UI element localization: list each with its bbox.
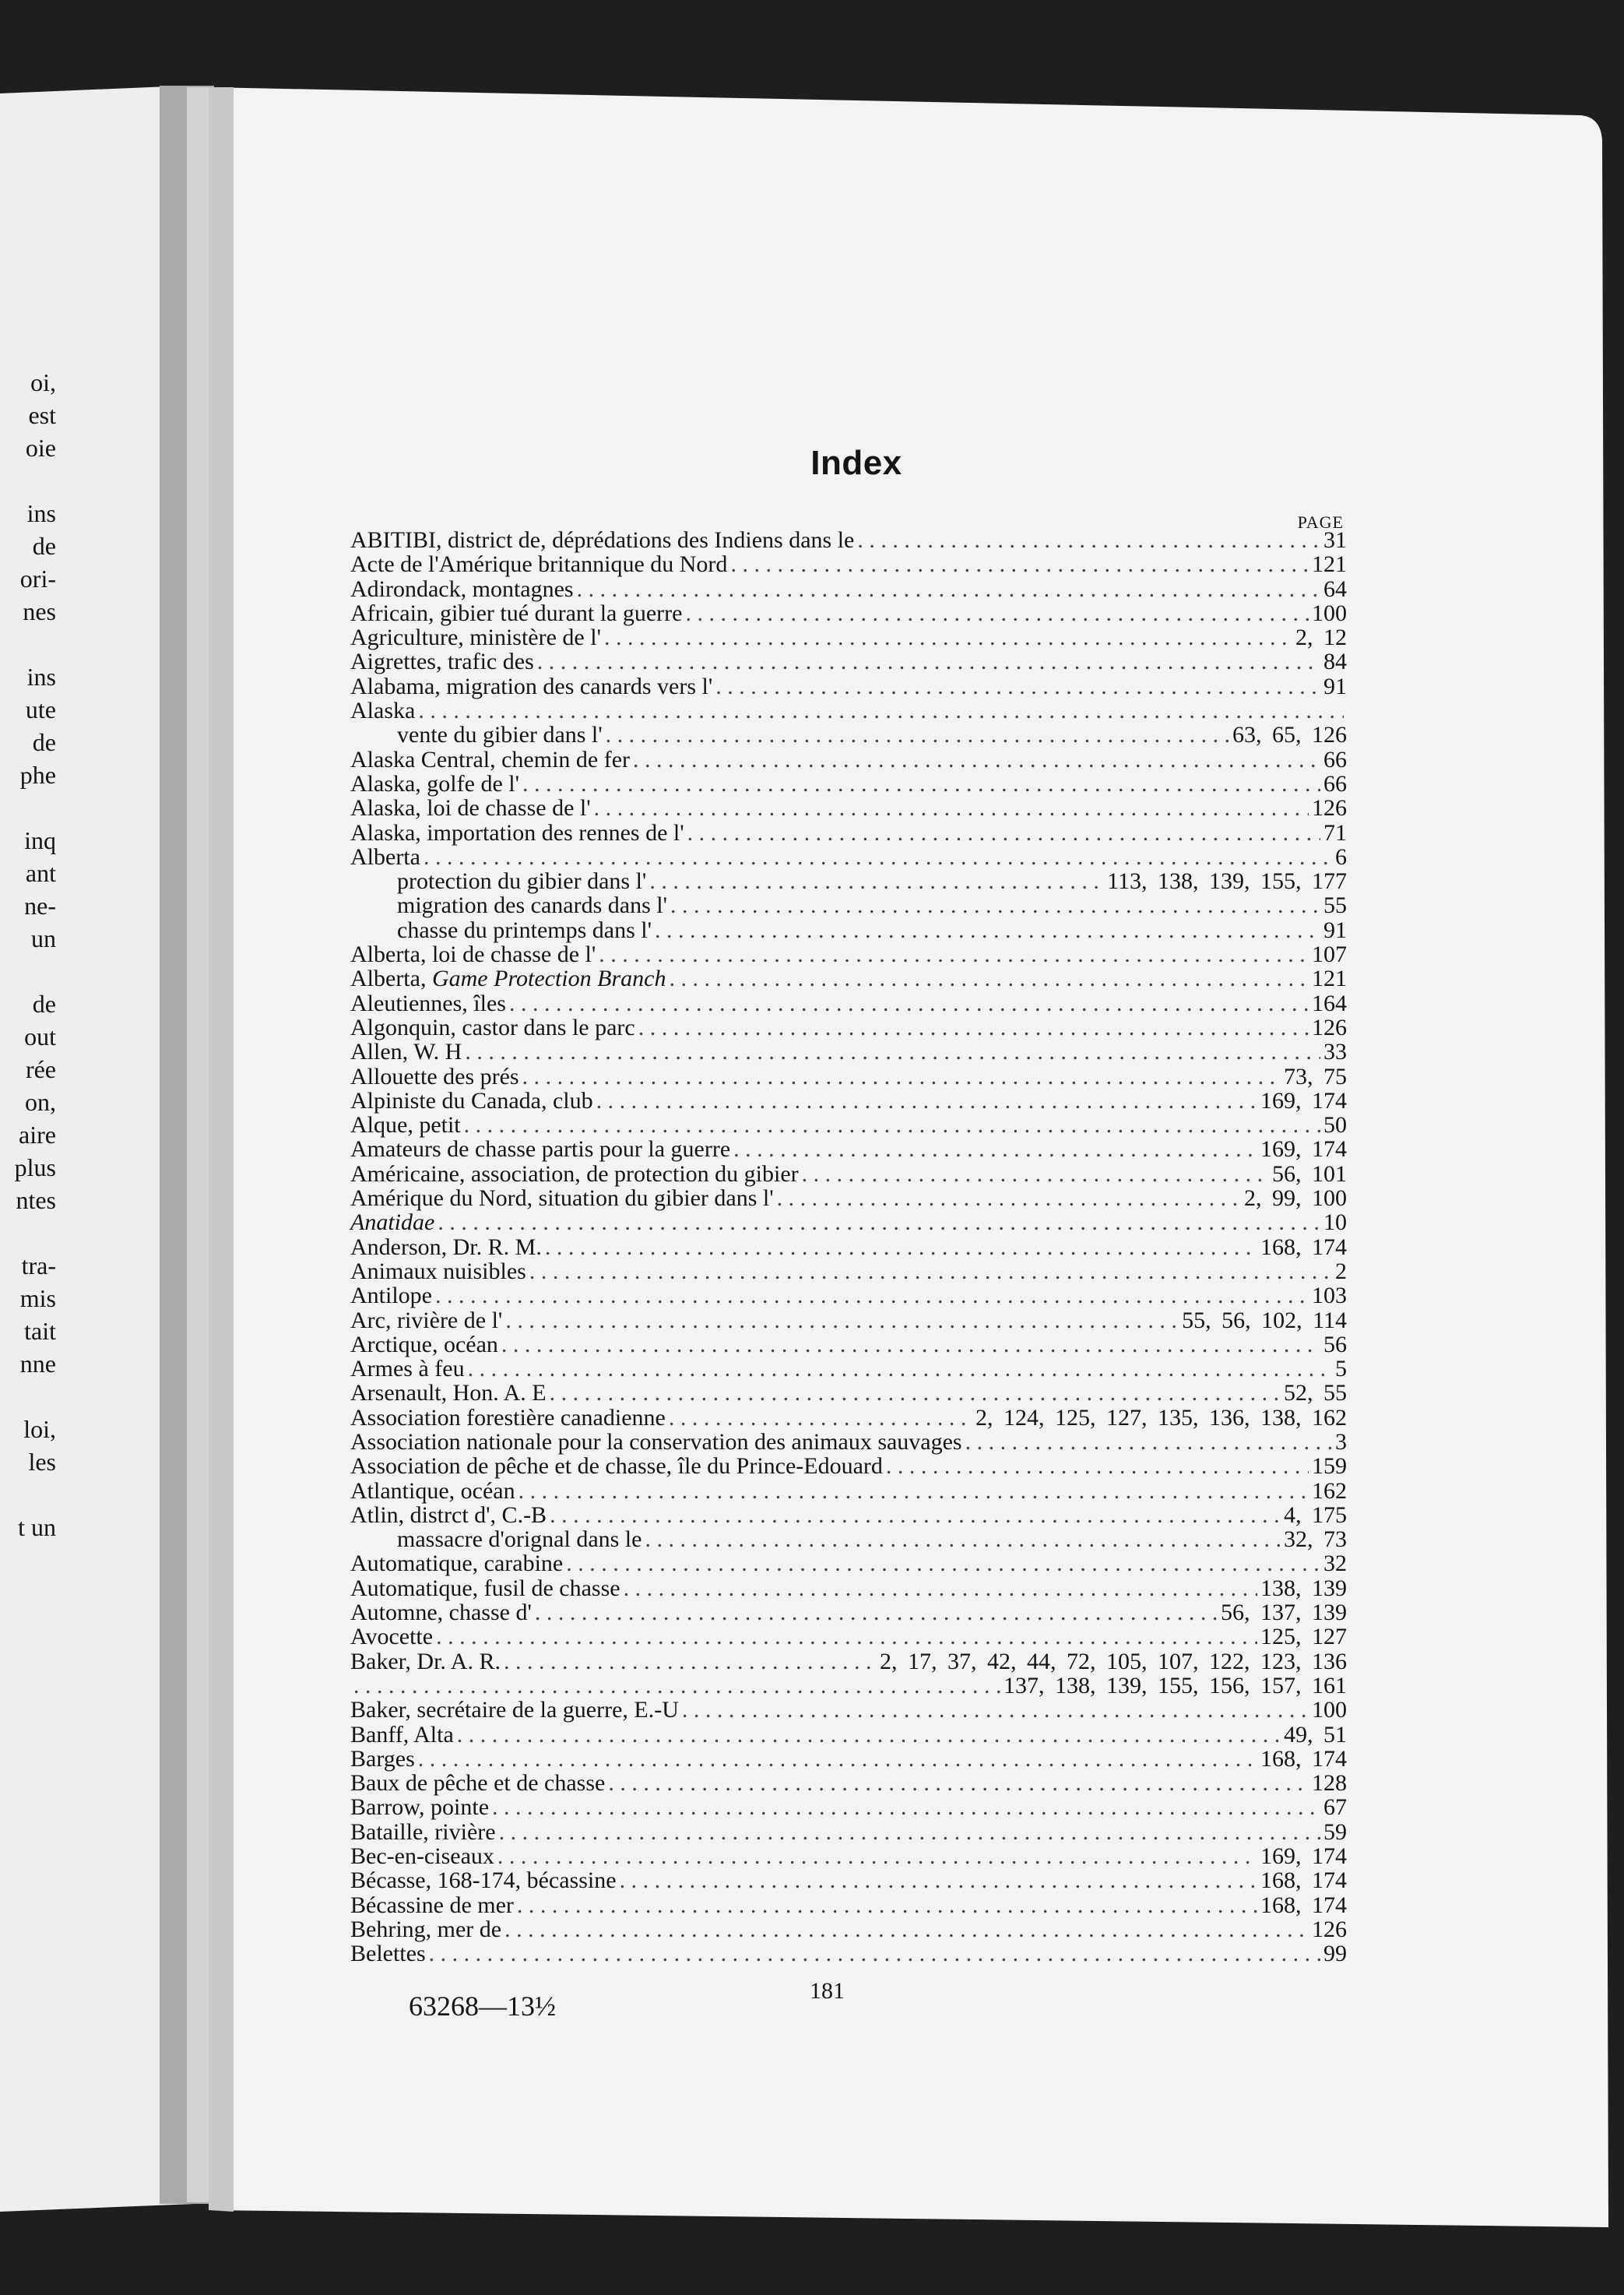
leader-dots	[429, 1941, 1320, 1966]
index-term: Américaine, association, de protection du gibier	[350, 1160, 799, 1187]
index-page-refs: 56	[1323, 1331, 1347, 1357]
index-entry	[350, 528, 1347, 552]
index-entry	[350, 1162, 1347, 1186]
index-term: Banff, Alta	[350, 1721, 454, 1748]
index-term: Amateurs de chasse partis pour la guerre	[350, 1136, 731, 1163]
index-page-refs: 168, 174	[1260, 1745, 1347, 1772]
index-entry	[350, 966, 1347, 991]
index-term: Alberta	[350, 843, 420, 870]
index-term: Bec-en-ciseaux	[350, 1843, 494, 1870]
facing-page-line: ne-	[24, 892, 56, 920]
index-entry	[350, 1332, 1347, 1357]
index-page-refs: 84	[1323, 649, 1347, 675]
leader-dots	[522, 1065, 1281, 1089]
index-term: vente du gibier dans l'	[397, 722, 603, 748]
index-page-refs: 91	[1323, 673, 1347, 699]
index-page-refs: 168, 174	[1260, 1867, 1347, 1894]
index-term: Alaska Central, chemin de fer	[350, 746, 631, 773]
index-term: Alque, petit	[350, 1112, 461, 1139]
index-term: Alaska	[350, 698, 416, 724]
index-term: Behring, mer de	[350, 1916, 502, 1942]
index-entry	[350, 625, 1347, 649]
facing-page-line: plus	[14, 1153, 56, 1181]
index-term: Arctique, océan	[350, 1331, 498, 1357]
facing-page-line: ute	[25, 695, 56, 723]
index-entry	[350, 1454, 1347, 1478]
index-term: protection du gibier dans l'	[397, 868, 647, 895]
leader-dots	[604, 625, 1292, 649]
facing-page-line: ntes	[16, 1186, 56, 1214]
leader-dots	[596, 1089, 1257, 1113]
index-term: Automne, chasse d'	[350, 1600, 532, 1626]
index-term: Alaska, importation des rennes de l'	[350, 819, 684, 846]
index-entry	[350, 1235, 1347, 1259]
leader-dots	[715, 674, 1320, 699]
index-term: Adirondack, montagnes	[350, 576, 574, 602]
index-page-refs: 2	[1335, 1258, 1347, 1284]
index-page-refs: 121	[1312, 551, 1347, 578]
index-page-refs: 169, 174	[1260, 1843, 1347, 1870]
facing-page-line: t un	[18, 1513, 56, 1541]
facing-page-line: ant	[25, 859, 56, 887]
index-page-refs: 137, 138, 139, 155, 156, 157, 161	[1004, 1672, 1347, 1698]
index-page-refs: 107	[1312, 942, 1347, 968]
facing-page-line: nne	[19, 1350, 56, 1378]
index-term: Alpiniste du Canada, club	[350, 1087, 593, 1114]
leader-dots	[517, 1893, 1257, 1917]
leader-dots	[550, 1381, 1281, 1405]
index-entry	[350, 1747, 1347, 1771]
leader-dots	[633, 748, 1320, 772]
index-entry	[350, 1795, 1347, 1819]
index-term: Alaska, loi de chasse de l'	[350, 795, 591, 822]
index-page-refs: 6	[1335, 843, 1347, 870]
facing-page-line: on,	[25, 1088, 56, 1116]
index-entry	[350, 772, 1347, 796]
page-column-header: PAGE	[1297, 512, 1344, 532]
leader-dots	[857, 528, 1320, 552]
index-term: Avocette	[350, 1624, 434, 1650]
index-term: Anderson, Dr. R. M.	[350, 1234, 542, 1260]
index-entry	[350, 1016, 1347, 1040]
leader-dots	[624, 1576, 1257, 1600]
leader-dots	[669, 966, 1309, 991]
index-page-refs: 64	[1323, 576, 1347, 602]
leader-dots	[504, 1917, 1309, 1941]
index-page	[350, 444, 1362, 2064]
facing-page-line: de	[32, 532, 56, 560]
index-page-refs: 32	[1323, 1551, 1347, 1577]
leader-dots	[620, 1868, 1257, 1892]
index-entry	[350, 845, 1347, 869]
facing-page-line: rée	[25, 1055, 56, 1083]
leader-dots	[457, 1723, 1281, 1747]
index-entry	[350, 601, 1347, 625]
leader-dots	[566, 1551, 1320, 1575]
index-entry	[350, 1723, 1347, 1747]
facing-page-line: phe	[19, 761, 56, 789]
index-page-refs: 126	[1312, 795, 1347, 822]
leader-dots	[465, 1040, 1320, 1064]
index-entry	[350, 674, 1347, 699]
index-entry	[350, 1551, 1347, 1575]
index-entry	[350, 1941, 1347, 1966]
index-entry	[350, 1576, 1347, 1600]
index-page-refs: 126	[1312, 1916, 1347, 1942]
leader-dots	[535, 1600, 1218, 1624]
leader-dots	[501, 1332, 1320, 1357]
index-page-refs: 59	[1323, 1818, 1347, 1845]
index-term: Bataille, rivière	[350, 1818, 496, 1845]
index-term: Barges	[350, 1745, 415, 1772]
index-term: Acte de l'Amérique britannique du Nord	[350, 551, 728, 578]
leader-dots	[504, 1649, 877, 1674]
index-term: Bécassine de mer	[350, 1892, 514, 1918]
index-page-refs: 67	[1323, 1794, 1347, 1821]
index-entry	[350, 1283, 1347, 1308]
leader-dots	[509, 991, 1309, 1016]
leader-dots	[497, 1844, 1257, 1868]
index-term: Belettes	[350, 1941, 426, 1967]
leader-dots	[418, 1747, 1257, 1771]
index-page-refs: 169, 174	[1260, 1136, 1347, 1163]
index-page-refs: 159	[1312, 1453, 1347, 1480]
leader-dots	[599, 942, 1309, 966]
index-term: massacre d'orignal dans le	[397, 1526, 642, 1553]
index-page-refs: 2, 124, 125, 127, 135, 136, 138, 162	[975, 1404, 1347, 1431]
index-term: Baker, Dr. A. R.	[350, 1648, 501, 1674]
index-page-refs: 4, 175	[1284, 1501, 1347, 1528]
leader-dots	[649, 869, 1104, 893]
leader-dots	[965, 1430, 1332, 1454]
index-term: Agriculture, ministère de l'	[350, 625, 601, 651]
index-entry	[350, 1186, 1347, 1210]
index-subentry	[350, 918, 1347, 942]
index-term: Armes à feu	[350, 1356, 465, 1382]
index-term: Association forestière canadienne	[350, 1404, 666, 1431]
index-term: Alberta, loi de chasse de l'	[350, 942, 596, 968]
leader-dots	[638, 1016, 1309, 1040]
facing-page-line: oi,	[30, 368, 56, 396]
facing-page-line: de	[32, 990, 56, 1018]
leader-dots	[606, 723, 1229, 747]
leader-dots	[518, 1479, 1309, 1503]
index-page-refs: 164	[1312, 990, 1347, 1016]
facing-page-line: de	[32, 728, 56, 756]
index-page-refs: 56, 137, 139	[1221, 1600, 1347, 1626]
index-page-refs: 5	[1335, 1356, 1347, 1382]
index-page-refs: 99	[1323, 1941, 1347, 1967]
index-term: migration des canards dans l'	[397, 892, 667, 919]
index-entry	[350, 1040, 1347, 1064]
index-page-refs: 100	[1312, 600, 1347, 626]
facing-page-line: inq	[24, 826, 56, 854]
index-page-refs: 2, 99, 100	[1244, 1185, 1347, 1212]
index-page-refs: 2, 12	[1295, 625, 1347, 651]
index-entry	[350, 1893, 1347, 1917]
facing-page-line: les	[28, 1448, 56, 1476]
index-entry	[350, 1308, 1347, 1332]
index-subentry	[350, 893, 1347, 917]
index-term: Africain, gibier tué durant la guerre	[350, 600, 683, 626]
leader-dots	[468, 1357, 1332, 1381]
index-entry	[350, 1089, 1347, 1113]
leader-dots	[802, 1162, 1269, 1186]
index-page-refs: 71	[1323, 819, 1347, 846]
index-page-refs: 52, 55	[1284, 1380, 1347, 1406]
index-entry	[350, 1259, 1347, 1283]
index-page-refs: 66	[1323, 770, 1347, 797]
facing-page-line: mis	[19, 1284, 56, 1312]
facing-page-line: loi,	[23, 1415, 56, 1443]
index-term: Alaska, golfe de l'	[350, 770, 520, 797]
index-entry	[350, 1065, 1347, 1089]
index-page-refs: 168, 174	[1260, 1892, 1347, 1918]
index-entry	[350, 1868, 1347, 1892]
index-page-refs: 2, 17, 37, 42, 44, 72, 105, 107, 122, 123, 136	[880, 1648, 1347, 1674]
leader-dots	[594, 796, 1309, 820]
leader-dots	[777, 1186, 1241, 1210]
index-entry	[350, 821, 1347, 845]
leader-dots	[733, 1137, 1257, 1161]
leader-dots	[438, 1210, 1320, 1234]
index-page-refs: 125, 127	[1260, 1624, 1347, 1650]
leader-dots	[886, 1454, 1309, 1478]
facing-page-line: aire	[19, 1121, 56, 1149]
index-page-refs: 168, 174	[1260, 1234, 1347, 1260]
leader-dots	[492, 1795, 1320, 1819]
index-entry	[350, 1771, 1347, 1795]
leader-dots	[669, 1406, 972, 1430]
leader-dots	[505, 1308, 1179, 1332]
index-entry	[350, 748, 1347, 772]
leader-dots	[522, 772, 1320, 796]
index-term: Association nationale pour la conservation des animaux sauvages	[350, 1428, 962, 1455]
facing-page-line: tra-	[21, 1251, 56, 1279]
index-term: Baker, secrétaire de la guerre, E.-U	[350, 1697, 679, 1723]
leader-dots	[608, 1771, 1309, 1795]
facing-page-line: est	[28, 401, 56, 429]
index-term: Aigrettes, trafic des	[350, 649, 534, 675]
facing-page-fragment	[0, 366, 70, 1541]
leader-dots	[435, 1283, 1309, 1308]
leader-dots	[577, 577, 1320, 601]
index-page-refs: 66	[1323, 746, 1347, 773]
index-page-refs: 50	[1323, 1112, 1347, 1139]
leader-dots	[436, 1624, 1257, 1649]
facing-page-line: ins	[26, 499, 56, 527]
index-page-refs: 126	[1312, 1014, 1347, 1040]
index-entry	[350, 1503, 1347, 1527]
index-entry	[350, 1917, 1347, 1941]
index-page-refs: 113, 138, 139, 155, 177	[1107, 868, 1347, 895]
index-term: Bécasse, 168-174, bécassine	[350, 1867, 617, 1894]
index-term: Animaux nuisibles	[350, 1258, 526, 1284]
index-entry	[350, 1698, 1347, 1722]
index-page-refs: 32, 73	[1284, 1526, 1347, 1553]
leader-dots	[682, 1698, 1309, 1722]
index-term: Arc, rivière de l'	[350, 1307, 503, 1333]
index-entry	[350, 991, 1347, 1016]
printer-signature: 63268—13½	[409, 1991, 556, 2022]
leader-dots	[670, 893, 1320, 917]
index-page-refs: 103	[1312, 1283, 1347, 1309]
index-term: Algonquin, castor dans le parc	[350, 1014, 635, 1040]
facing-page-line: oie	[25, 434, 56, 462]
index-entry	[350, 1113, 1347, 1137]
index-page-refs: 121	[1312, 966, 1347, 992]
leader-dots	[424, 845, 1332, 869]
index-subentry	[350, 723, 1347, 747]
index-entry	[350, 699, 1347, 723]
index-page-refs: 55	[1323, 892, 1347, 919]
index-page-refs: 128	[1312, 1770, 1347, 1797]
index-subentry	[350, 1527, 1347, 1551]
facing-page-line: nes	[23, 597, 56, 625]
index-page-refs: 162	[1312, 1477, 1347, 1504]
index-entry	[350, 1430, 1347, 1454]
leader-dots	[464, 1113, 1320, 1137]
page-number: 181	[810, 1978, 845, 2004]
index-term: Atlin, distrct d', C.-B	[350, 1501, 547, 1528]
index-term: Alberta, Game Protection Branch	[350, 966, 666, 992]
index-page-refs: 138, 139	[1260, 1575, 1347, 1601]
index-term: Association de pêche et de chasse, île du Prince-Edouard	[350, 1453, 883, 1480]
index-entry	[350, 1210, 1347, 1234]
index-page-refs: 56, 101	[1272, 1160, 1347, 1187]
index-page-refs: 100	[1312, 1697, 1347, 1723]
leader-dots	[537, 649, 1320, 674]
index-term: Automatique, fusil de chasse	[350, 1575, 620, 1601]
index-page-refs: 91	[1323, 917, 1347, 943]
leader-dots	[529, 1259, 1332, 1283]
index-entry	[350, 1820, 1347, 1844]
index-term: Allouette des prés	[350, 1063, 519, 1089]
leader-dots	[353, 1674, 1000, 1698]
leader-dots	[550, 1503, 1281, 1527]
index-entry	[350, 796, 1347, 820]
index-page-refs: 63, 65, 126	[1232, 722, 1347, 748]
facing-page-line: un	[31, 924, 56, 952]
index-entry	[350, 1479, 1347, 1503]
index-term: Anatidae	[350, 1209, 435, 1236]
index-term: Barrow, pointe	[350, 1794, 490, 1821]
index-term: Allen, W. H	[350, 1039, 462, 1065]
index-entry	[350, 649, 1347, 674]
index-term: Baux de pêche et de chasse	[350, 1770, 606, 1797]
index-entry	[350, 1137, 1347, 1161]
index-entry	[350, 1844, 1347, 1868]
index-entry	[350, 1674, 1347, 1698]
facing-page-line: ins	[26, 663, 56, 691]
leader-dots	[418, 699, 1344, 723]
index-term: ABITIBI, district de, déprédations des Indiens dans le	[350, 527, 855, 553]
index-entries-list	[350, 528, 1347, 1966]
index-entry	[350, 942, 1347, 966]
leader-dots	[545, 1235, 1257, 1259]
leader-dots	[655, 918, 1320, 942]
leader-dots	[730, 552, 1309, 576]
facing-page-line: ori-	[19, 565, 56, 593]
index-term: Aleutiennes, îles	[350, 990, 506, 1016]
index-term: Alabama, migration des canards vers l'	[350, 673, 713, 699]
index-entry	[350, 552, 1347, 576]
leader-dots	[645, 1527, 1281, 1551]
facing-page-line: tait	[24, 1317, 56, 1345]
index-term: Arsenault, Hon. A. E	[350, 1380, 547, 1406]
index-entry	[350, 1406, 1347, 1430]
index-entry	[350, 1649, 1347, 1674]
leader-dots	[687, 821, 1320, 845]
index-term: Automatique, carabine	[350, 1551, 564, 1577]
index-page-refs: 10	[1323, 1209, 1347, 1236]
italic-term-part: Game Protection Branch	[431, 966, 666, 992]
index-entry	[350, 577, 1347, 601]
index-page-refs: 49, 51	[1284, 1721, 1347, 1748]
index-term: Atlantique, océan	[350, 1477, 515, 1504]
index-entry	[350, 1624, 1347, 1649]
index-page-refs: 3	[1335, 1428, 1347, 1455]
leader-dots	[685, 601, 1309, 625]
page-title: Index	[810, 444, 902, 482]
index-page-refs: 33	[1323, 1039, 1347, 1065]
facing-page-line: out	[24, 1023, 56, 1051]
index-term: Antilope	[350, 1283, 432, 1309]
index-term: chasse du printemps dans l'	[397, 917, 652, 943]
index-entry	[350, 1600, 1347, 1624]
index-entry	[350, 1381, 1347, 1405]
leader-dots	[499, 1820, 1320, 1844]
index-page-refs: 31	[1323, 527, 1347, 553]
index-page-refs: 169, 174	[1260, 1087, 1347, 1114]
index-page-refs: 55, 56, 102, 114	[1182, 1307, 1347, 1333]
index-page-refs: 73, 75	[1284, 1063, 1347, 1089]
index-subentry	[350, 869, 1347, 893]
index-entry	[350, 1357, 1347, 1381]
index-term: Amérique du Nord, situation du gibier dans l'	[350, 1185, 774, 1212]
